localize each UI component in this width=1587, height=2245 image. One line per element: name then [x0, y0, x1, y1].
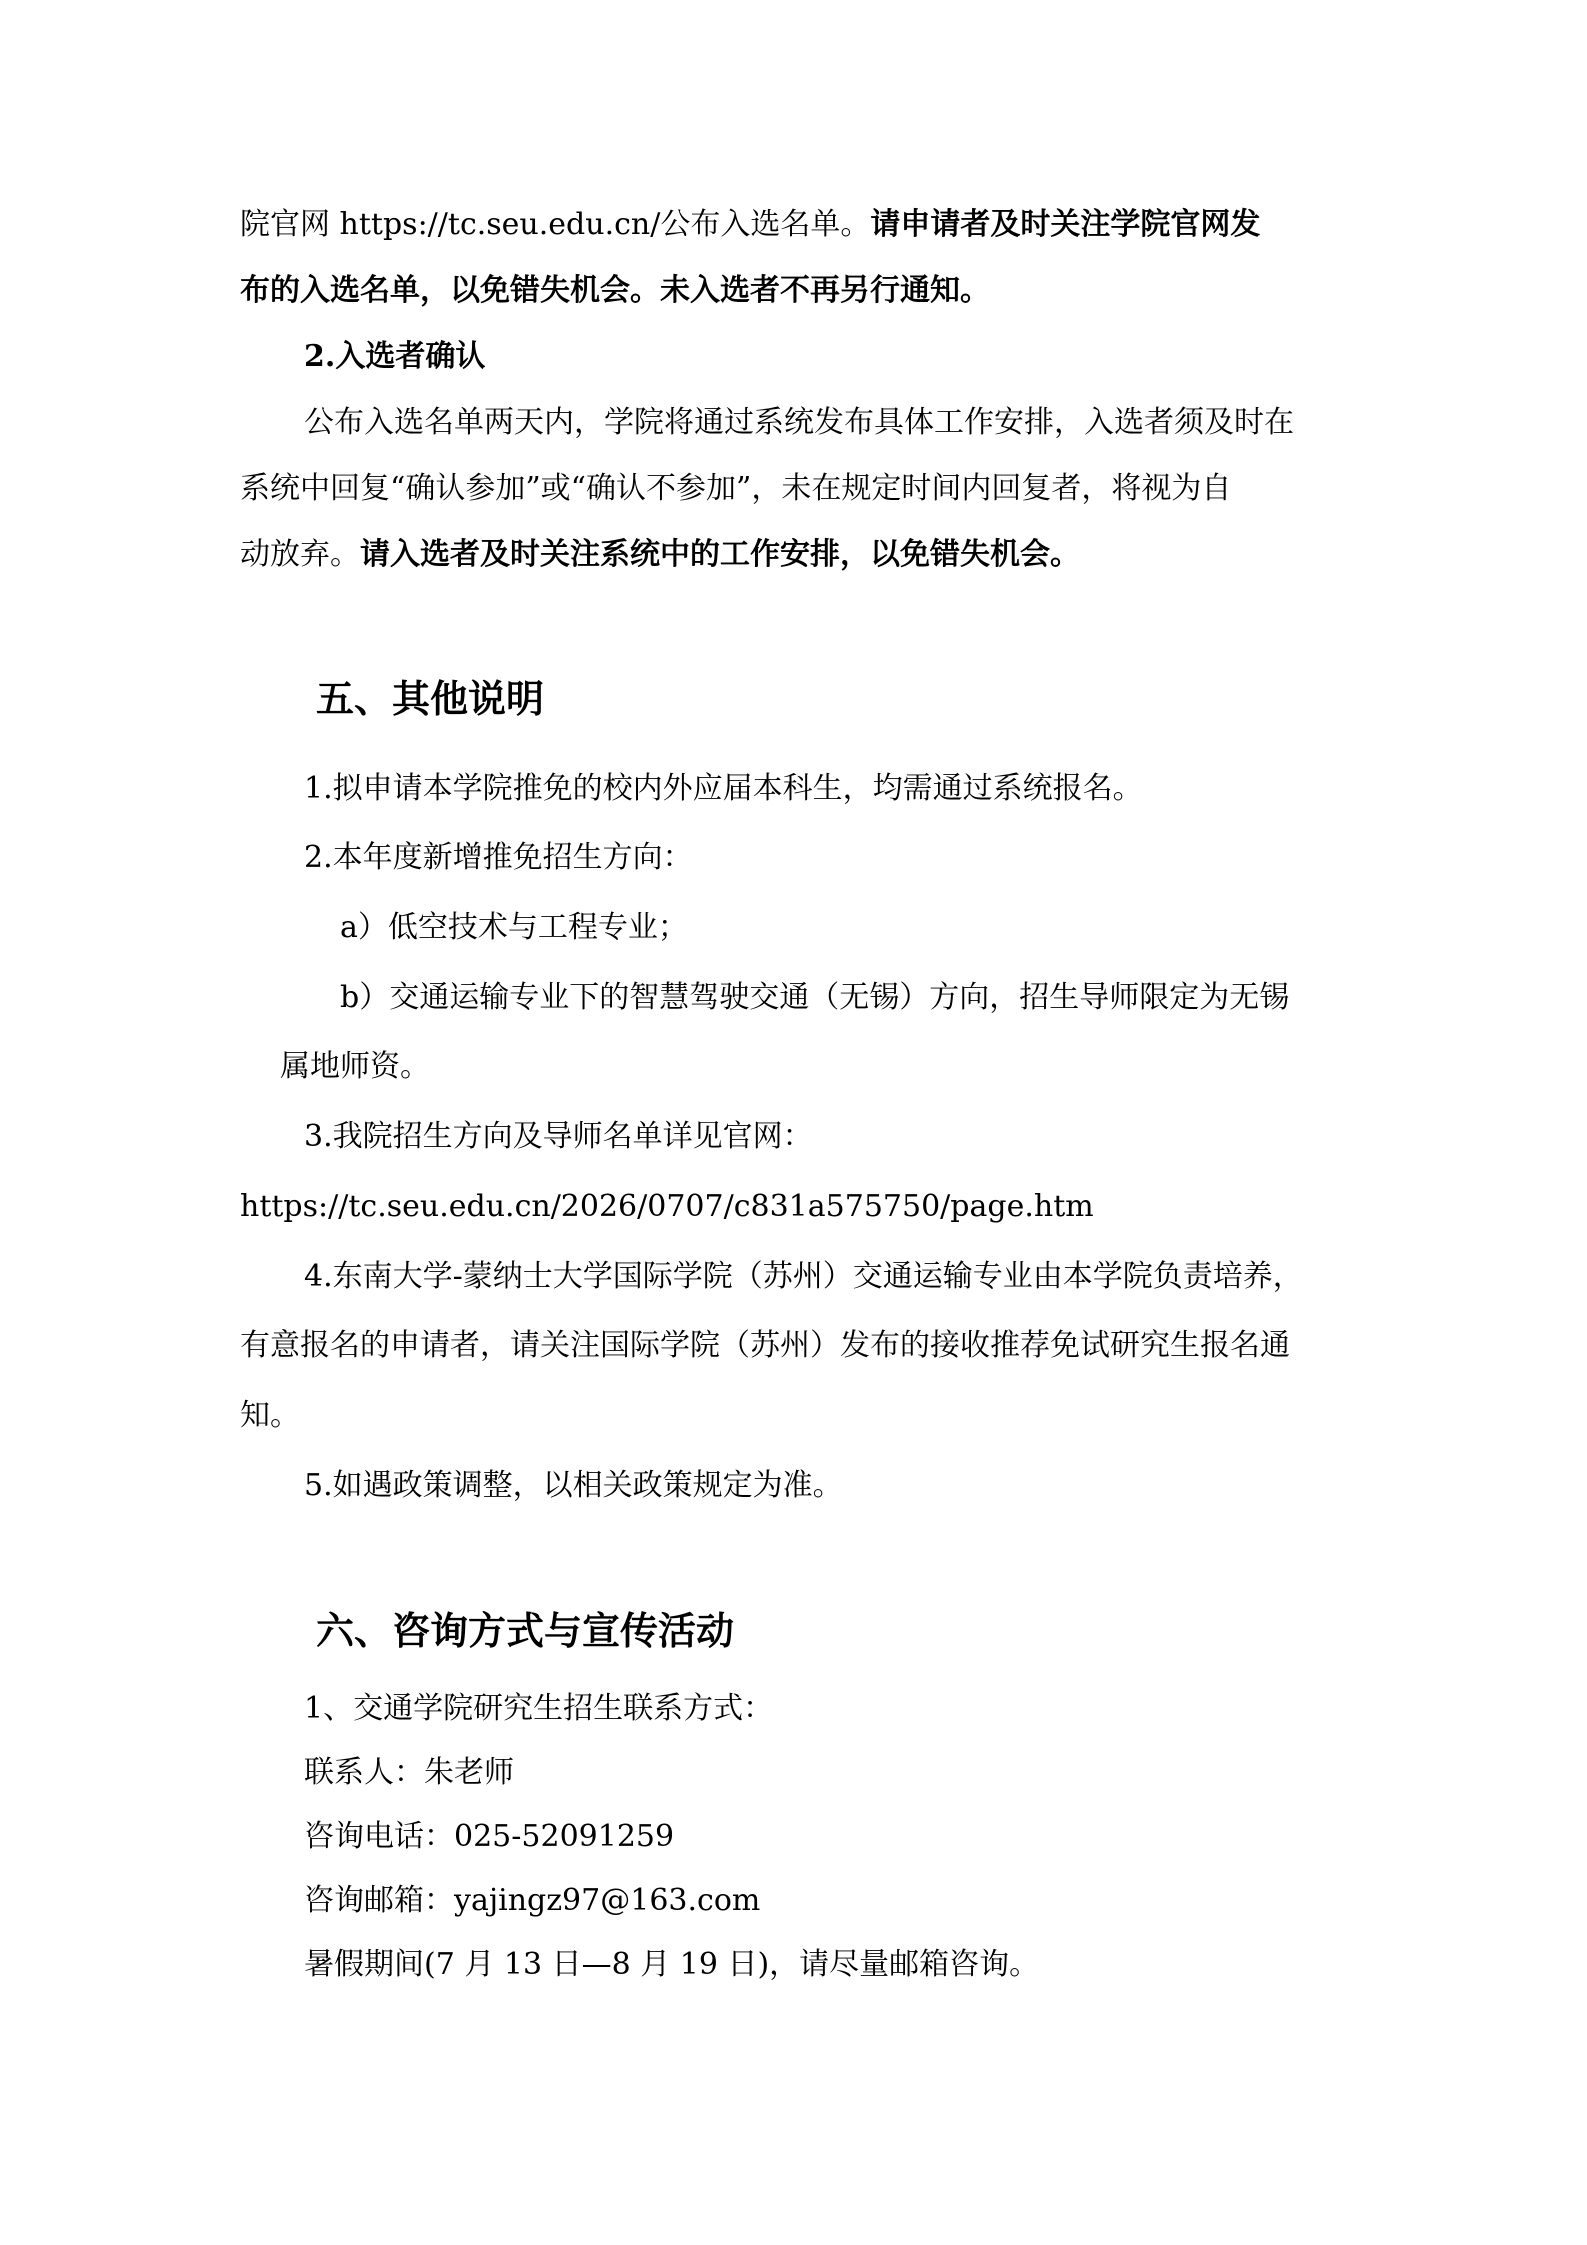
- contact-email[interactable]: 咨询邮箱：yajingz97@163.com: [304, 1883, 761, 1918]
- list-item-1: 1.拟申请本学院推免的校内外应届本科生，均需通过系统报名。: [304, 771, 1143, 806]
- list-item-2b-line2: 属地师资。: [280, 1049, 430, 1084]
- paragraph-confirmation-line2: 系统中回复“确认参加”或“确认不参加”，未在规定时间内回复者，将视为自: [240, 471, 1232, 506]
- contact-title: 1、交通学院研究生招生联系方式：: [304, 1691, 774, 1726]
- paragraph-notice-line1: [240, 192, 1360, 258]
- notice-bold-text: 请申请者及时关注学院官网发: [870, 207, 1261, 242]
- paragraph-notice-line2: 布的入选名单，以免错失机会。未入选者不再另行通知。: [240, 273, 990, 308]
- notice-text: 院官网 https://tc.seu.edu.cn/公布入选名单。: [240, 207, 871, 242]
- summer-note: 暑假期间(7 月 13 日—8 月 19 日)，请尽量邮箱咨询。: [304, 1947, 1040, 1982]
- list-item-4-line1: 4.东南大学-蒙纳士大学国际学院（苏州）交通运输专业由本学院负责培养，: [304, 1259, 1303, 1294]
- list-item-5: 5.如遇政策调整，以相关政策规定为准。: [304, 1468, 843, 1503]
- list-item-3: 3.我院招生方向及导师名单详见官网：: [304, 1119, 813, 1154]
- contact-person: 联系人：朱老师: [304, 1755, 514, 1790]
- list-item-2a: a）低空技术与工程专业；: [340, 910, 688, 945]
- paragraph-confirmation-line1: 公布入选名单两天内，学院将通过系统发布具体工作安排，入选者须及时在: [304, 405, 1294, 440]
- contact-phone: 咨询电话：025-52091259: [304, 1819, 675, 1854]
- list-item-2: 2.本年度新增推免招生方向：: [304, 840, 693, 875]
- confirmation-text: 动放弃。: [240, 537, 360, 572]
- subheading-confirmation: 2.入选者确认: [304, 339, 486, 374]
- list-item-4-line2: 有意报名的申请者，请关注国际学院（苏州）发布的接收推荐免试研究生报名通: [240, 1328, 1290, 1363]
- list-item-4-line3: 知。: [240, 1398, 300, 1433]
- list-item-2b-line1: b）交通运输专业下的智慧驾驶交通（无锡）方向，招生导师限定为无锡: [340, 980, 1290, 1015]
- paragraph-confirmation-line3: [240, 522, 1360, 588]
- section-heading-other-notes: 五、其他说明: [316, 677, 545, 721]
- section-heading-contact: 六、咨询方式与宣传活动: [316, 1609, 735, 1653]
- confirmation-bold-text: 请入选者及时关注系统中的工作安排，以免错失机会。: [360, 537, 1080, 572]
- advisor-list-link[interactable]: https://tc.seu.edu.cn/2026/0707/c831a575750/page.htm: [240, 1189, 1094, 1224]
